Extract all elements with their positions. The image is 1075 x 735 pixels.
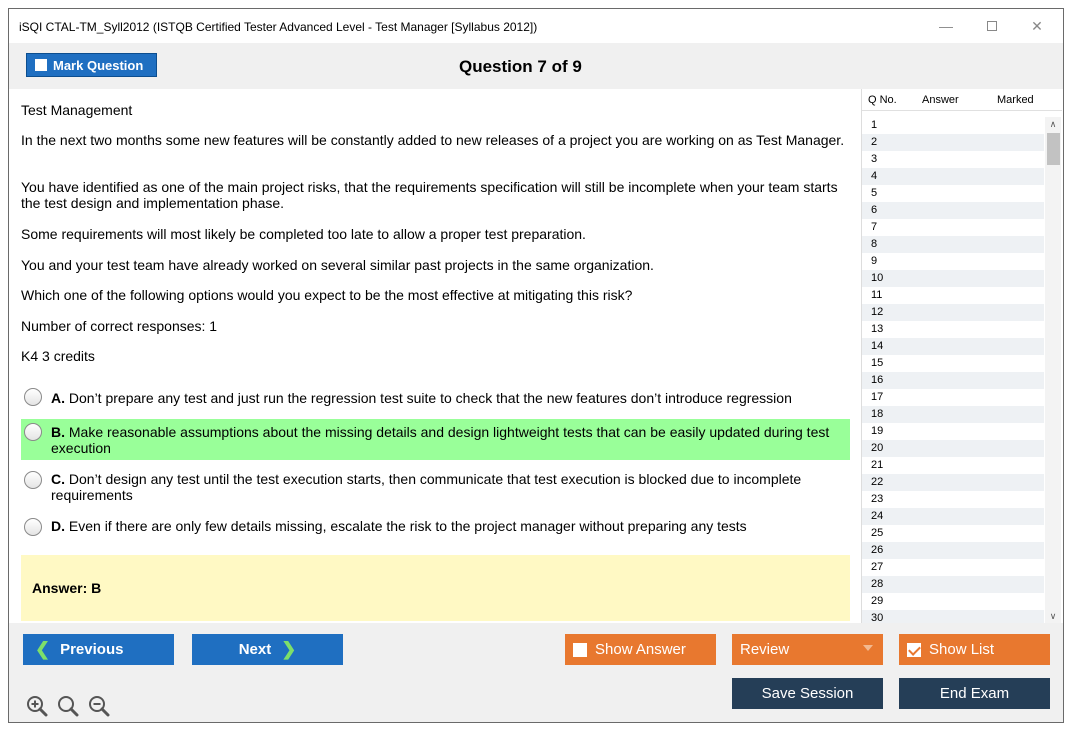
question-paragraph: You have identified as one of the main project risks, that the requirements specification will still be incomplete when your team starts the test design and implementation phase.: [21, 179, 838, 211]
question-list-row[interactable]: 8: [862, 236, 1044, 253]
question-list-row[interactable]: 14: [862, 338, 1044, 355]
question-paragraph: You and your test team have already worked on several similar past projects in the same organization.: [21, 257, 654, 273]
question-list-row[interactable]: 29: [871, 595, 884, 607]
show-list-label: Show List: [929, 641, 995, 658]
column-header-qno: Q No.: [868, 94, 897, 106]
chevron-right-icon: ❯: [281, 639, 297, 659]
question-list-row[interactable]: 22: [862, 474, 1044, 491]
question-paragraph: In the next two months some new features will be constantly added to new releases of a project you are working on as Test Manager.: [21, 132, 845, 148]
window-title: iSQI CTAL-TM_Syll2012 (ISTQB Certified Tester Advanced Level - Test Manager [Syllabus 2012]): [19, 20, 538, 34]
question-list-panel: [861, 89, 1061, 623]
question-list-row[interactable]: 2: [862, 134, 1044, 151]
question-list-row[interactable]: 11: [871, 289, 883, 301]
question-content: [9, 89, 860, 623]
question-list-row[interactable]: 27: [871, 561, 884, 573]
show-list-checkbox-icon: [907, 643, 921, 657]
show-list-button[interactable]: [899, 634, 1050, 665]
previous-button[interactable]: [23, 634, 174, 665]
scroll-down-icon[interactable]: ∨: [1049, 611, 1057, 621]
scroll-up-icon[interactable]: ∧: [1049, 119, 1057, 129]
answer-label: Answer: B: [32, 580, 102, 596]
option-text: Don’t prepare any test and just run the regression test suite to check that the new features don’t introduce regression: [68, 390, 792, 406]
end-exam-button[interactable]: [899, 678, 1050, 709]
question-list-row[interactable]: 3: [871, 153, 878, 165]
question-list-row[interactable]: 20: [862, 440, 1044, 457]
show-answer-checkbox-icon: [573, 643, 587, 657]
option-letter: A.: [51, 390, 65, 406]
question-list-row[interactable]: 4: [862, 168, 1044, 185]
mark-checkbox-icon: [35, 59, 47, 71]
question-list-row[interactable]: 6: [862, 202, 1044, 219]
dropdown-caret-icon: [863, 645, 873, 651]
option-text: Don’t design any test until the test execution starts, then communicate that test execution is blocked due to incomplete requirements: [51, 471, 802, 503]
option-a-radio[interactable]: [24, 388, 42, 406]
option-b[interactable]: [21, 419, 850, 460]
question-list-row[interactable]: 23: [871, 493, 884, 505]
option-d-radio[interactable]: [24, 518, 42, 536]
option-a[interactable]: [21, 385, 850, 411]
question-list-row[interactable]: 10: [862, 270, 1044, 287]
previous-label: Previous: [60, 641, 124, 658]
question-list-header: [862, 89, 1062, 111]
option-b-radio[interactable]: [24, 423, 42, 441]
column-header-marked: Marked: [997, 94, 1034, 106]
question-list-row[interactable]: 25: [871, 527, 884, 539]
question-list-row[interactable]: 12: [862, 304, 1044, 321]
option-letter: B.: [51, 424, 65, 440]
question-header: [9, 43, 1063, 89]
question-list-row[interactable]: 13: [871, 323, 884, 335]
show-answer-button[interactable]: [565, 634, 716, 665]
option-letter: D.: [51, 518, 65, 534]
question-list-row[interactable]: 19: [871, 425, 884, 437]
option-letter: C.: [51, 471, 65, 487]
mark-question-label: Mark Question: [53, 57, 144, 73]
question-list-row[interactable]: 18: [862, 406, 1044, 423]
question-prompt: Which one of the following options would you expect to be the most effective at mitigating this risk?: [21, 287, 633, 303]
question-list-row[interactable]: 5: [871, 187, 878, 199]
question-list-row[interactable]: 17: [871, 391, 884, 403]
question-list-row[interactable]: 21: [871, 459, 884, 471]
chevron-left-icon: ❮: [35, 639, 51, 659]
option-text: Make reasonable assumptions about the missing details and design lightweight tests that can be easily updated during test execution: [51, 424, 830, 456]
question-list-row[interactable]: 30: [862, 610, 1044, 623]
option-d[interactable]: [21, 513, 850, 539]
review-label: Review: [740, 641, 790, 658]
question-list-row[interactable]: 16: [862, 372, 1044, 389]
option-c-radio[interactable]: [24, 471, 42, 489]
minimize-icon[interactable]: —: [939, 18, 953, 34]
question-list-row[interactable]: 9: [871, 255, 878, 267]
column-header-answer: Answer: [922, 94, 959, 106]
question-list-row[interactable]: 7: [871, 221, 878, 233]
question-list-rows[interactable]: [862, 117, 1044, 623]
review-dropdown[interactable]: [732, 634, 883, 665]
close-icon[interactable]: ✕: [1031, 18, 1043, 34]
app-window: [8, 8, 1064, 723]
show-answer-label: Show Answer: [595, 641, 686, 658]
zoom-out-icon[interactable]: [88, 695, 110, 717]
title-bar: [9, 9, 1063, 43]
end-exam-label: End Exam: [939, 685, 1010, 702]
question-list-row[interactable]: 26: [862, 542, 1044, 559]
next-label: Next: [238, 641, 272, 658]
question-topic: Test Management: [21, 102, 133, 118]
option-text: Even if there are only few details missing, escalate the risk to the project manager without preparing any tests: [68, 518, 747, 534]
zoom-in-icon[interactable]: [26, 695, 48, 717]
scroll-thumb[interactable]: [1047, 133, 1060, 165]
question-paragraph: Some requirements will most likely be completed too late to allow a proper test preparation.: [21, 226, 586, 242]
save-session-button[interactable]: [732, 678, 883, 709]
question-counter: Question 7 of 9: [459, 57, 582, 76]
question-list-scrollbar[interactable]: [1045, 117, 1061, 623]
save-session-label: Save Session: [761, 685, 854, 702]
maximize-icon[interactable]: [977, 15, 1007, 37]
question-list-row[interactable]: 15: [871, 357, 884, 369]
mark-question-button[interactable]: [26, 53, 157, 77]
credits-label: K4 3 credits: [21, 348, 95, 364]
option-c[interactable]: [21, 466, 850, 507]
answer-box: [21, 555, 850, 621]
question-list-row[interactable]: 24: [862, 508, 1044, 525]
question-list-row[interactable]: 1: [871, 119, 878, 131]
question-list-row[interactable]: 28: [862, 576, 1044, 593]
next-button[interactable]: [192, 634, 343, 665]
bottom-toolbar: [9, 623, 1063, 722]
response-count: Number of correct responses: 1: [21, 318, 218, 334]
zoom-controls: [26, 695, 110, 717]
zoom-reset-icon[interactable]: [57, 695, 79, 717]
